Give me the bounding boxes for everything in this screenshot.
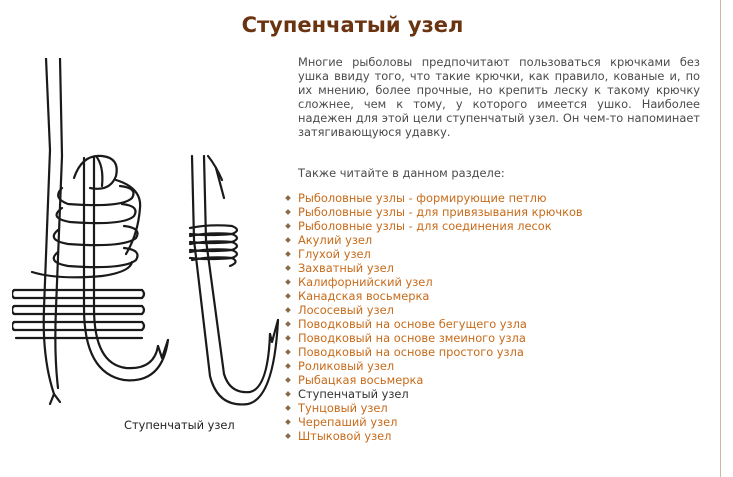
- related-link[interactable]: Акулий узел: [298, 233, 373, 247]
- related-link[interactable]: Рыболовные узлы - для соединения лесок: [298, 219, 552, 233]
- related-link[interactable]: Черепаший узел: [298, 415, 398, 429]
- list-item: [285, 261, 583, 275]
- intro-paragraph: Многие рыболовы предпочитают пользоваться крючками без ушка ввиду того, что такие крючки, как правило, кованые и, по их мнению, более прочные, но крепить леску к такому крючку сложнее, чем к тому, у которого имеется ушко. Наиболее надежен для этой цели ступенчатый узел. Он чем-то напоминает затягивающуюся удавку.: [298, 55, 700, 139]
- figure-caption: Ступенчатый узел: [124, 418, 235, 432]
- right-border-line: [720, 0, 721, 477]
- list-item: [285, 331, 583, 345]
- related-link[interactable]: Калифорнийский узел: [298, 275, 433, 289]
- list-item-current: [285, 387, 583, 401]
- related-link[interactable]: Рыболовные узлы - для привязывания крючков: [298, 205, 583, 219]
- related-link[interactable]: Глухой узел: [298, 247, 371, 261]
- related-link[interactable]: Штыковой узел: [298, 429, 392, 443]
- page-title: Ступенчатый узел: [241, 13, 464, 37]
- list-item: [285, 275, 583, 289]
- related-link-current[interactable]: Ступенчатый узел: [298, 387, 409, 401]
- list-item: [285, 373, 583, 387]
- list-item: [285, 219, 583, 233]
- list-item: [285, 247, 583, 261]
- also-read-heading: Также читайте в данном разделе:: [298, 166, 505, 180]
- related-link[interactable]: Роликовый узел: [298, 359, 395, 373]
- knot-illustration: [12, 58, 292, 416]
- list-item: [285, 191, 583, 205]
- related-link[interactable]: Тунцовый узел: [298, 401, 388, 415]
- list-item: [285, 289, 583, 303]
- related-link[interactable]: Лососевый узел: [298, 303, 394, 317]
- related-link[interactable]: Поводковый на основе змеиного узла: [298, 331, 526, 345]
- related-link[interactable]: Поводковый на основе простого узла: [298, 345, 524, 359]
- list-item: [285, 205, 583, 219]
- list-item: [285, 345, 583, 359]
- related-link[interactable]: Рыбацкая восьмерка: [298, 373, 424, 387]
- related-link[interactable]: Рыболовные узлы - формирующие петлю: [298, 191, 547, 205]
- related-link[interactable]: Канадская восьмерка: [298, 289, 430, 303]
- list-item: [285, 359, 583, 373]
- related-link[interactable]: Захватный узел: [298, 261, 394, 275]
- list-item: [285, 401, 583, 415]
- list-item: [285, 415, 583, 429]
- related-link[interactable]: Поводковый на основе бегущего узла: [298, 317, 527, 331]
- list-item: [285, 303, 583, 317]
- list-item: [285, 233, 583, 247]
- list-item: [285, 317, 583, 331]
- diamond-bullet-icon: [285, 433, 291, 439]
- related-links-list: [285, 191, 583, 443]
- list-item: [285, 429, 583, 443]
- diamond-bullet-icon: [285, 419, 291, 425]
